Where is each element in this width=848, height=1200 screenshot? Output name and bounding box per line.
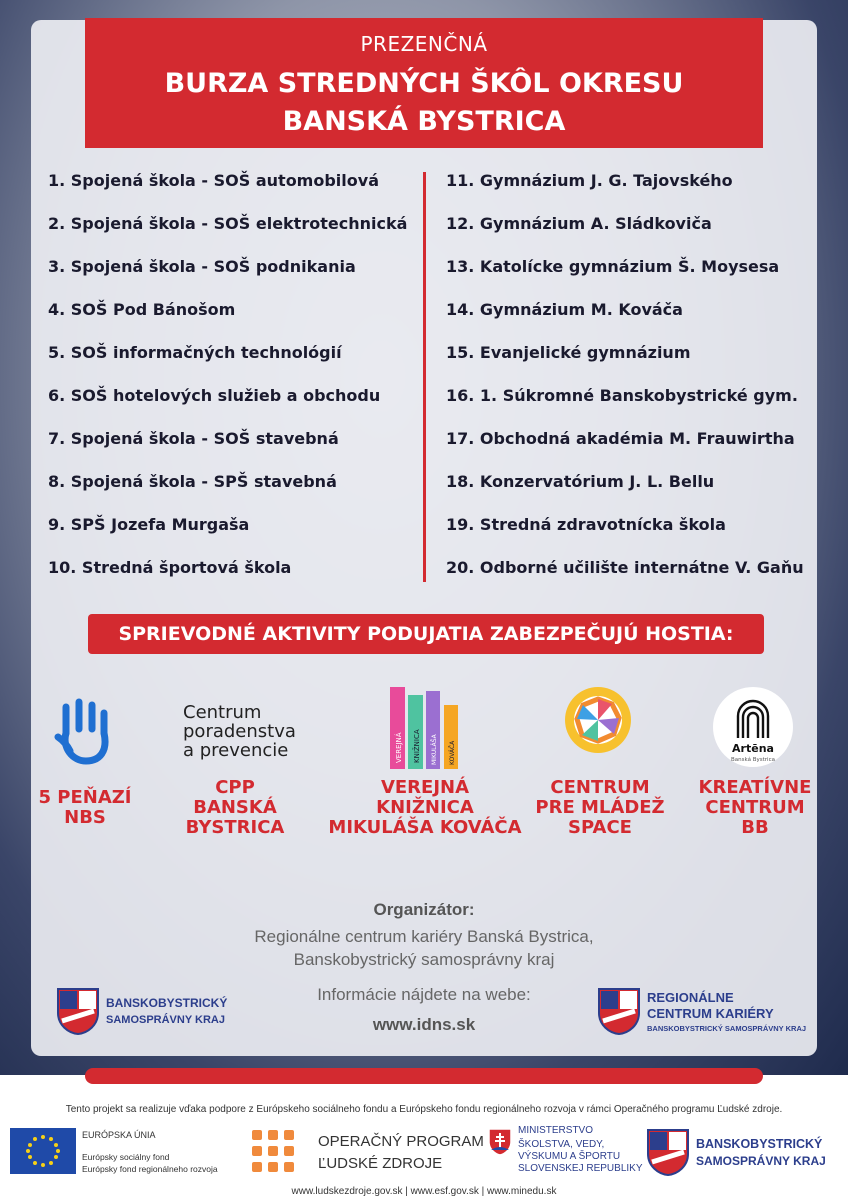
artena-logo-sub: Banská Bystrica <box>731 757 775 763</box>
header-banner <box>85 18 763 148</box>
web-url-link[interactable]: www.idns.sk <box>372 1015 476 1034</box>
host-cpp-line3: BYSTRICA <box>185 817 285 838</box>
bbsk-logo-line2: SAMOSPRÁVNY KRAJ <box>106 1014 225 1026</box>
host-space-line3: SPACE <box>568 817 632 838</box>
hand-icon <box>54 697 116 769</box>
eu-flag-icon <box>10 1128 76 1174</box>
header-subtitle: PREZENČNÁ <box>360 32 488 56</box>
host-artena-label <box>690 778 820 838</box>
header-title-line2: BANSKÁ BYSTRICA <box>282 106 566 137</box>
books-icon <box>384 685 470 771</box>
school-item: 7. Spojená škola - SOŠ stavebná <box>48 429 339 448</box>
school-item: 19. Stredná zdravotnícka škola <box>446 515 726 534</box>
op-dots-icon <box>250 1128 298 1176</box>
school-item: 11. Gymnázium J. G. Tajovského <box>446 171 733 190</box>
host-nbs-line1: 5 PEŇAZÍ <box>38 787 132 808</box>
book-label: MIKULÁŠA <box>431 734 438 765</box>
school-item: 4. SOŠ Pod Bánošom <box>48 300 236 319</box>
host-cpp-line2: BANSKÁ <box>193 797 277 818</box>
cpp-logo-line3: a prevencie <box>183 740 289 761</box>
host-space-line1: CENTRUM <box>550 777 650 798</box>
eu-line1: EURÓPSKA ÚNIA <box>82 1130 156 1140</box>
host-space-label <box>530 778 670 838</box>
sk-crest-icon <box>488 1128 512 1156</box>
school-item: 16. 1. Súkromné Banskobystrické gym. <box>446 386 798 405</box>
bbsk-footer-line2: SAMOSPRÁVNY KRAJ <box>696 1154 826 1168</box>
rck-logo-line2: CENTRUM KARIÉRY <box>647 1006 774 1021</box>
header-title-line1: BURZA STREDNÝCH ŠKÔL OKRESU <box>164 68 684 99</box>
op-line1: OPERAČNÝ PROGRAM <box>318 1133 484 1150</box>
organizer-title: Organizátor: <box>373 900 475 919</box>
organizer-line1: Regionálne centrum kariéry Banská Bystrica, <box>254 927 594 946</box>
footer-note: Tento projekt sa realizuje vďaka podpore z Európskeho sociálneho fondu a Európskeho fondu regionálneho rozvoja v rámci Operačného programu Ľudské zdroje. <box>65 1104 783 1115</box>
school-item: 18. Konzervatórium J. L. Bellu <box>446 472 715 491</box>
host-kniznica-label <box>315 778 535 838</box>
cpp-logo-line2: poradenstva <box>183 721 296 742</box>
footer-urls[interactable]: www.ludskezdroje.gov.sk | www.esf.gov.sk | www.minedu.sk <box>291 1186 557 1197</box>
activities-title-bar: SPRIEVODNÉ AKTIVITY PODUJATIA ZABEZPEČUJÚ HOSTIA: <box>88 614 764 654</box>
host-artena-line2: CENTRUM <box>705 797 805 818</box>
eu-line3: Európsky fond regionálneho rozvoja <box>82 1164 218 1174</box>
rck-logo-line3: BANSKOBYSTRICKÝ SAMOSPRÁVNY KRAJ <box>647 1024 807 1033</box>
host-kniznica-line1: VEREJNÁ <box>380 777 470 798</box>
school-item: 3. Spojená škola - SOŠ podnikania <box>48 257 356 276</box>
organizer-line2: Banskobystrický samosprávny kraj <box>293 950 555 969</box>
column-divider <box>423 172 426 582</box>
school-item: 12. Gymnázium A. Sládkoviča <box>446 214 712 233</box>
school-item: 10. Stredná športová škola <box>48 558 292 577</box>
web-title: Informácie nájdete na webe: <box>317 985 531 1004</box>
school-item: 13. Katolícke gymnázium Š. Moysesa <box>446 257 780 276</box>
min-line1: MINISTERSTVO <box>518 1125 594 1136</box>
host-space-line2: PRE MLÁDEŽ <box>535 797 665 818</box>
school-item: 8. Spojená škola - SPŠ stavebná <box>48 472 337 491</box>
school-item: 17. Obchodná akadémia M. Frauwirtha <box>446 429 795 448</box>
host-kniznica-line3: MIKULÁŠA KOVÁČA <box>328 817 522 838</box>
school-item: 2. Spojená škola - SOŠ elektrotechnická <box>48 214 408 233</box>
min-line2: ŠKOLSTVA, VEDY, <box>518 1139 605 1150</box>
host-artena-line1: KREATÍVNE <box>698 777 812 798</box>
school-item: 14. Gymnázium M. Kováča <box>446 300 683 319</box>
eu-line2: Európsky sociálny fond <box>82 1152 170 1162</box>
op-line2: ĽUDSKÉ ZDROJE <box>318 1155 443 1172</box>
cpp-logo-text <box>183 703 296 760</box>
school-item: 15. Evanjelické gymnázium <box>446 343 691 362</box>
host-cpp-line1: CPP <box>215 777 255 798</box>
bottom-red-bar <box>85 1068 763 1084</box>
school-item: 9. SPŠ Jozefa Murgaša <box>48 515 250 534</box>
school-item: 5. SOŠ informačných technológií <box>48 343 342 362</box>
host-artena-line3: BB <box>741 817 769 838</box>
book-label: VEREJNÁ <box>395 732 403 763</box>
book-label: KNIŽNICA <box>413 729 421 763</box>
host-kniznica-line2: KNIŽNICA <box>376 797 474 818</box>
school-item: 1. Spojená škola - SOŠ automobilová <box>48 171 379 190</box>
host-nbs-label <box>30 788 140 828</box>
artena-logo-icon <box>712 686 794 768</box>
artena-logo-name: Artēna <box>732 742 774 755</box>
bbsk-footer-line1: BANSKOBYSTRICKÝ <box>696 1137 823 1151</box>
cpp-logo-line1: Centrum <box>183 702 262 723</box>
rck-logo-line1: REGIONÁLNE <box>647 990 734 1005</box>
rck-crest-icon <box>597 987 641 1035</box>
bbsk-crest-icon <box>56 987 100 1035</box>
min-line3: VÝSKUMU A ŠPORTU <box>518 1151 621 1162</box>
host-cpp-label <box>170 778 300 838</box>
min-line4: SLOVENSKEJ REPUBLIKY <box>518 1163 643 1174</box>
bbsk-logo-line1: BANSKOBYSTRICKÝ <box>106 996 228 1010</box>
school-item: 20. Odborné učilište internátne V. Gaňu <box>446 558 804 577</box>
bbsk-footer-crest-icon <box>646 1128 690 1176</box>
host-nbs-line2: NBS <box>64 807 106 828</box>
space-logo-icon <box>564 686 632 754</box>
school-item: 6. SOŠ hotelových služieb a obchodu <box>48 386 381 405</box>
book-label: KOVÁČA <box>449 740 456 765</box>
